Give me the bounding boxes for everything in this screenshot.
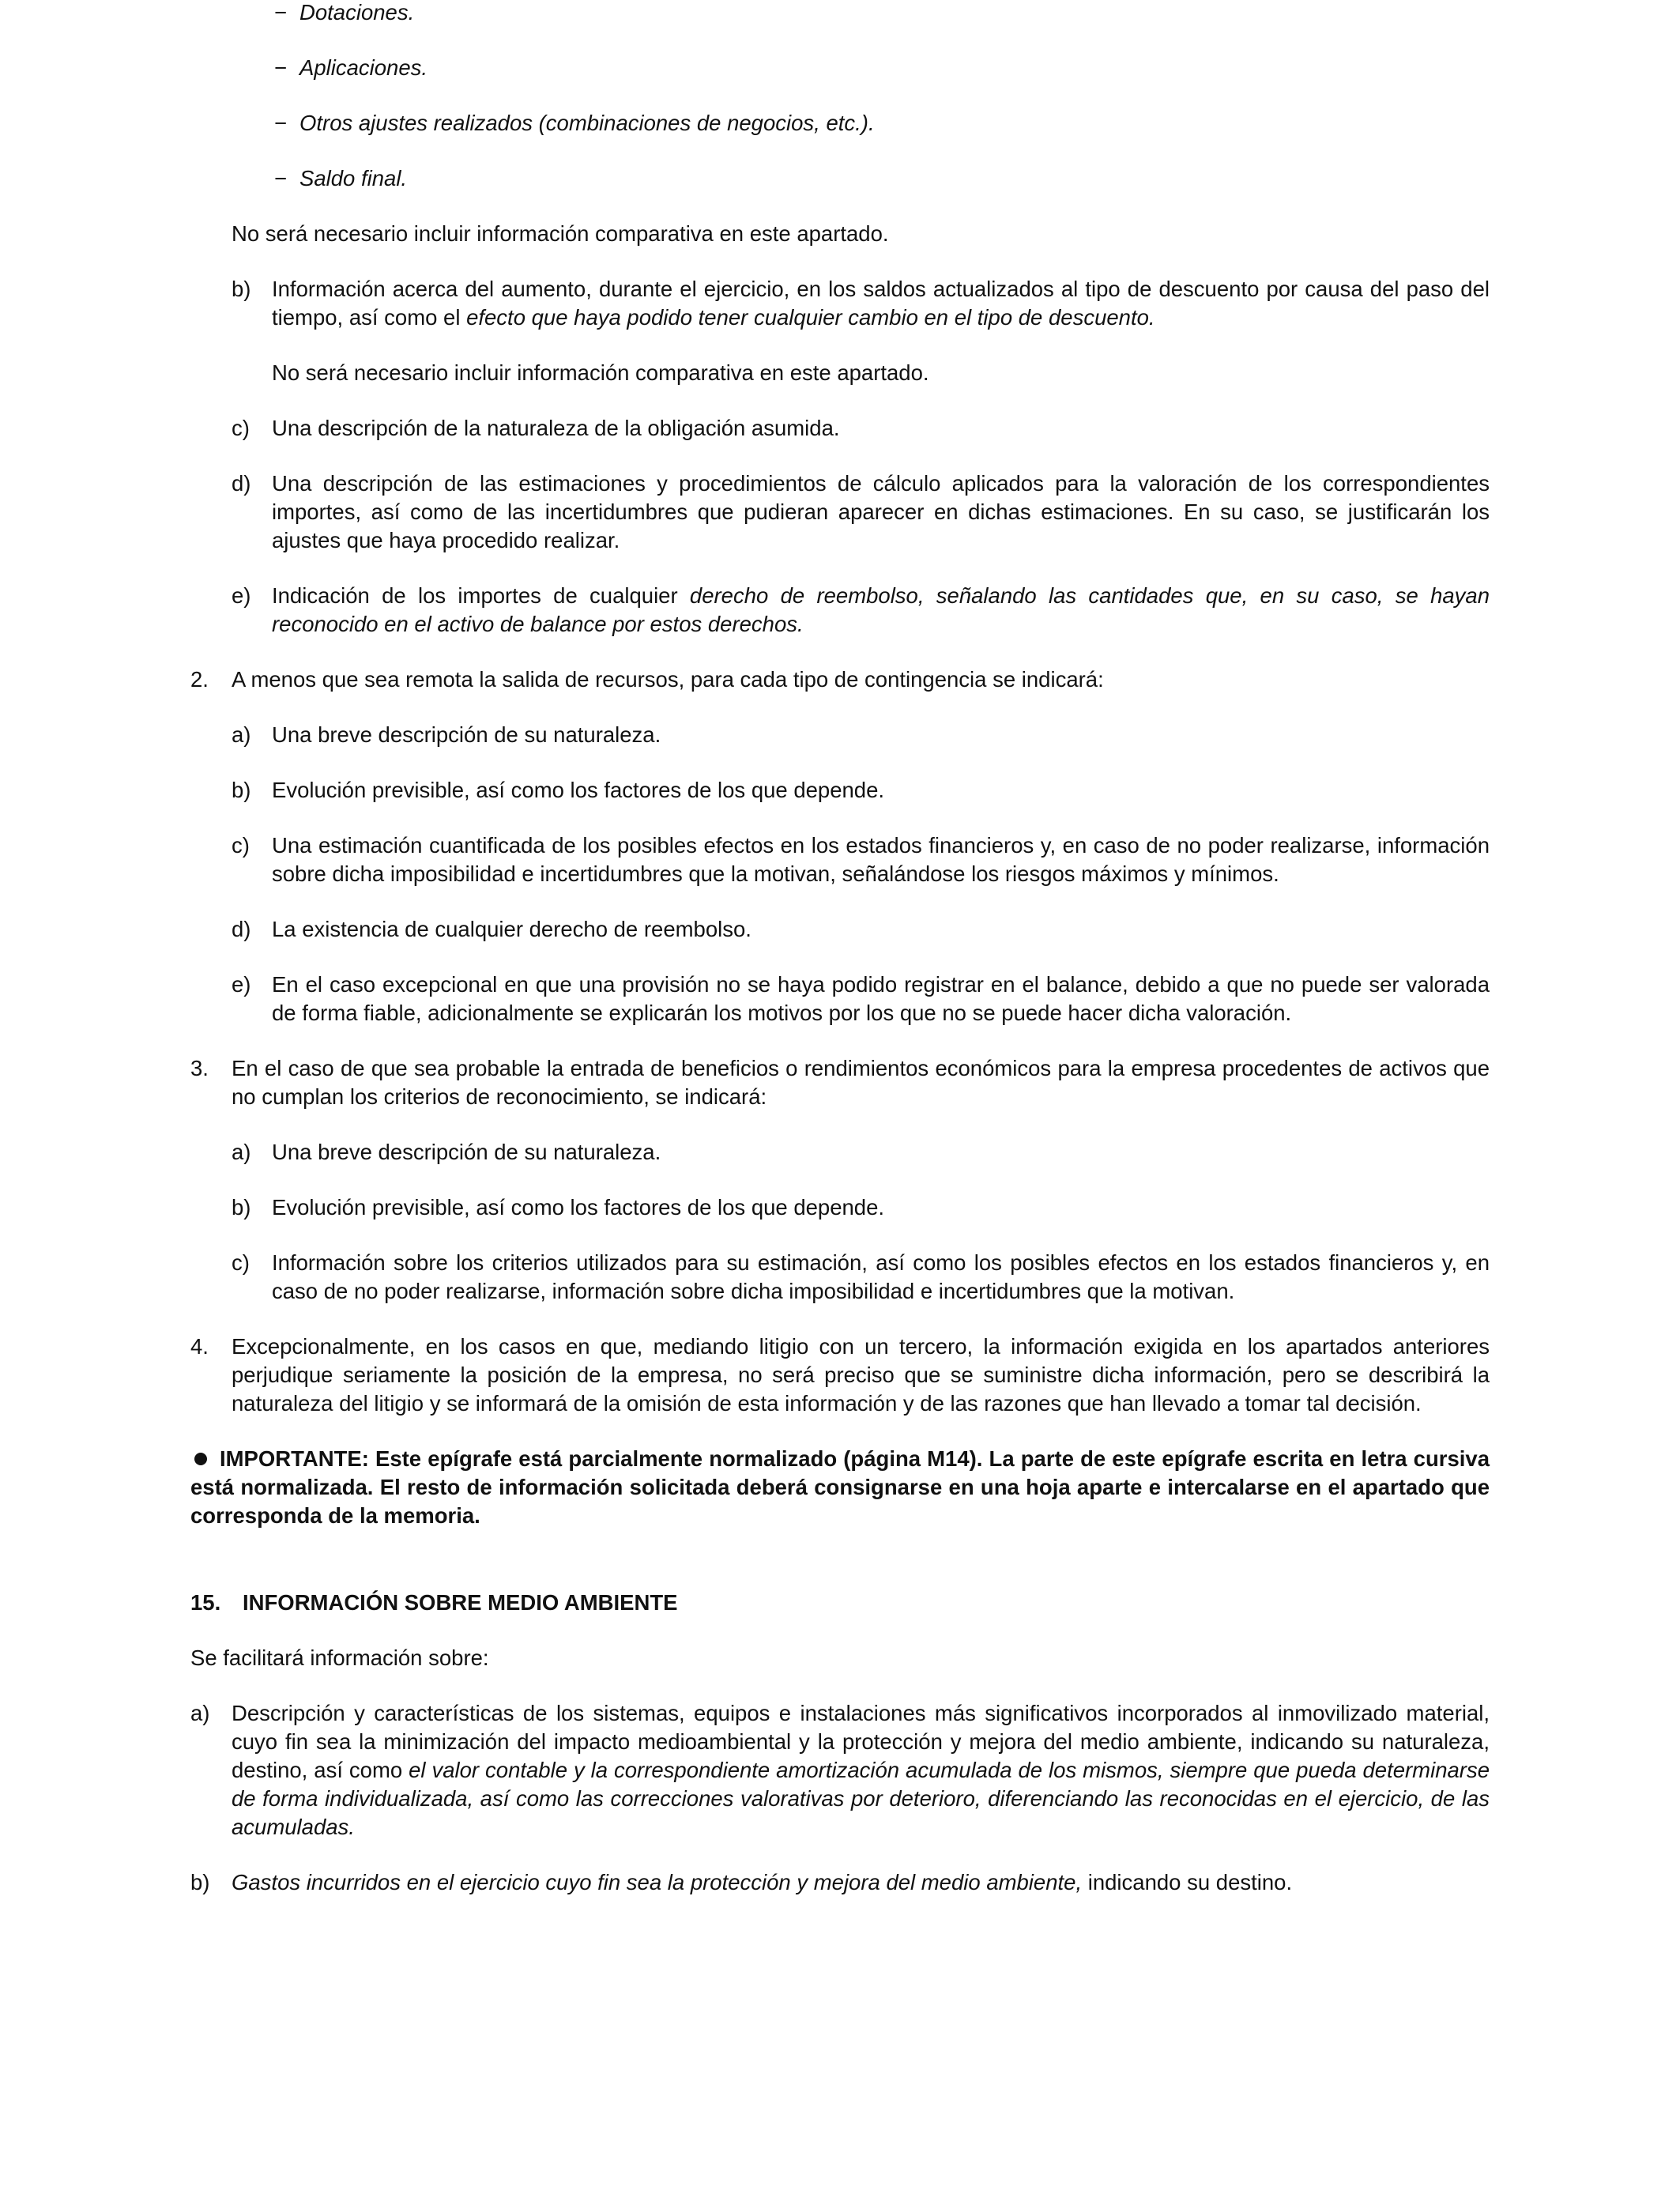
list-item-3c: c) Información sobre los criterios utilizados para su estimación, así como los posibles efectos en los estados financieros y, en caso de no poder realizarse, información sobre dicha imposibilidad e incertidumbres que la motivan.: [232, 1250, 1490, 1303]
list-item-2d: d) La existencia de cualquier derecho de reembolso.: [232, 917, 751, 941]
list-item-3a: a) Una breve descripción de su naturaleza.: [232, 1140, 661, 1164]
numbered-item-2: 2. A menos que sea remota la salida de recursos, para cada tipo de contingencia se indicará:: [190, 667, 1104, 692]
list-item-1b: b) Información acerca del aumento, durante el ejercicio, en los saldos actualizados al tipo de descuento por causa del paso del tiempo, así como el efecto que haya podido tener cualquier cambio en el tipo de descuento.: [232, 277, 1490, 330]
list-item-1e: e) Indicación de los importes de cualquier derecho de reembolso, señalando las cantidades que, en su caso, se hayan reconocido en el activo de balance por estos derechos.: [232, 583, 1490, 636]
section-intro: Se facilitará información sobre:: [190, 1646, 489, 1670]
dash-item: − Otros ajustes realizados (combinaciones de negocios, etc.).: [274, 111, 875, 135]
bullet-icon: [194, 1453, 207, 1465]
comparative-note-b: No será necesario incluir información comparativa en este apartado.: [272, 360, 929, 385]
section-heading: 15. INFORMACIÓN SOBRE MEDIO AMBIENTE: [190, 1590, 678, 1615]
list-item-15a: a) Descripción y características de los sistemas, equipos e instalaciones más significativos incorporados al inmovilizado material, cuyo fin sea la minimización del impacto medioambiental y la protección y mejora del medio ambiente, indicando su naturaleza, destino, así como el valor contable y la correspondiente amortización acumulada de los mismos, siempre que pueda determinarse de forma individualizada, así como las correcciones valorativas por deterioro, diferenciando las reconocidas en el ejercicio, de las acumuladas.: [190, 1701, 1490, 1839]
list-item-15b: b) Gastos incurridos en el ejercicio cuyo fin sea la protección y mejora del medio ambiente, indicando su destino.: [190, 1870, 1293, 1894]
list-item-2b: b) Evolución previsible, así como los factores de los que depende.: [232, 778, 885, 802]
list-item-1d: d) Una descripción de las estimaciones y procedimientos de cálculo aplicados para la valoración de los correspondientes importes, así como de las incertidumbres que pudieran aparecer en dichas estimaciones. En su caso, se justificarán los ajustes que haya procedido realizar.: [232, 471, 1490, 552]
dash-item: − Saldo final.: [274, 166, 408, 190]
numbered-item-4: 4. Excepcionalmente, en los casos en que, mediando litigio con un tercero, la información exigida en los apartados anteriores perjudique seriamente la posición de la empresa, no será preciso que se suministre dicha información, pero se describirá la naturaleza del litigio y se informará de la omisión de esta información y de las razones que han llevado a tomar tal decisión.: [190, 1334, 1490, 1416]
dash-item: − Aplicaciones.: [274, 55, 428, 80]
list-item-2c: c) Una estimación cuantificada de los posibles efectos en los estados financieros y, en caso de no poder realizarse, información sobre dicha imposibilidad e incertidumbres que la motivan, señalándose los riesgos máximos y mínimos.: [232, 833, 1490, 886]
list-item-1c: c) Una descripción de la naturaleza de la obligación asumida.: [232, 416, 840, 440]
numbered-item-3: 3. En el caso de que sea probable la entrada de beneficios o rendimientos económicos para la empresa procedentes de activos que no cumplan los criterios de reconocimiento, se indicará:: [190, 1056, 1490, 1109]
list-item-2e: e) En el caso excepcional en que una provisión no se haya podido registrar en el balance, debido a que no puede ser valorada de forma fiable, adicionalmente se explicarán los motivos por los que no se puede hacer dicha valoración.: [232, 972, 1490, 1025]
list-item-3b: b) Evolución previsible, así como los factores de los que depende.: [232, 1195, 885, 1220]
dash-item: − Dotaciones.: [274, 0, 415, 25]
comparative-note: No será necesario incluir información comparativa en este apartado.: [232, 221, 889, 246]
important-notice: IMPORTANTE: Este epígrafe está parcialmente normalizado (página M14). La parte de este epígrafe escrita en letra cursiva está normalizada. El resto de información solicitada deberá consignarse en una hoja aparte e intercalarse en el apartado que corresponda de la memoria.: [190, 1446, 1490, 1528]
dash-list: [190, 0, 1490, 193]
list-item-2a: a) Una breve descripción de su naturaleza.: [232, 722, 661, 747]
